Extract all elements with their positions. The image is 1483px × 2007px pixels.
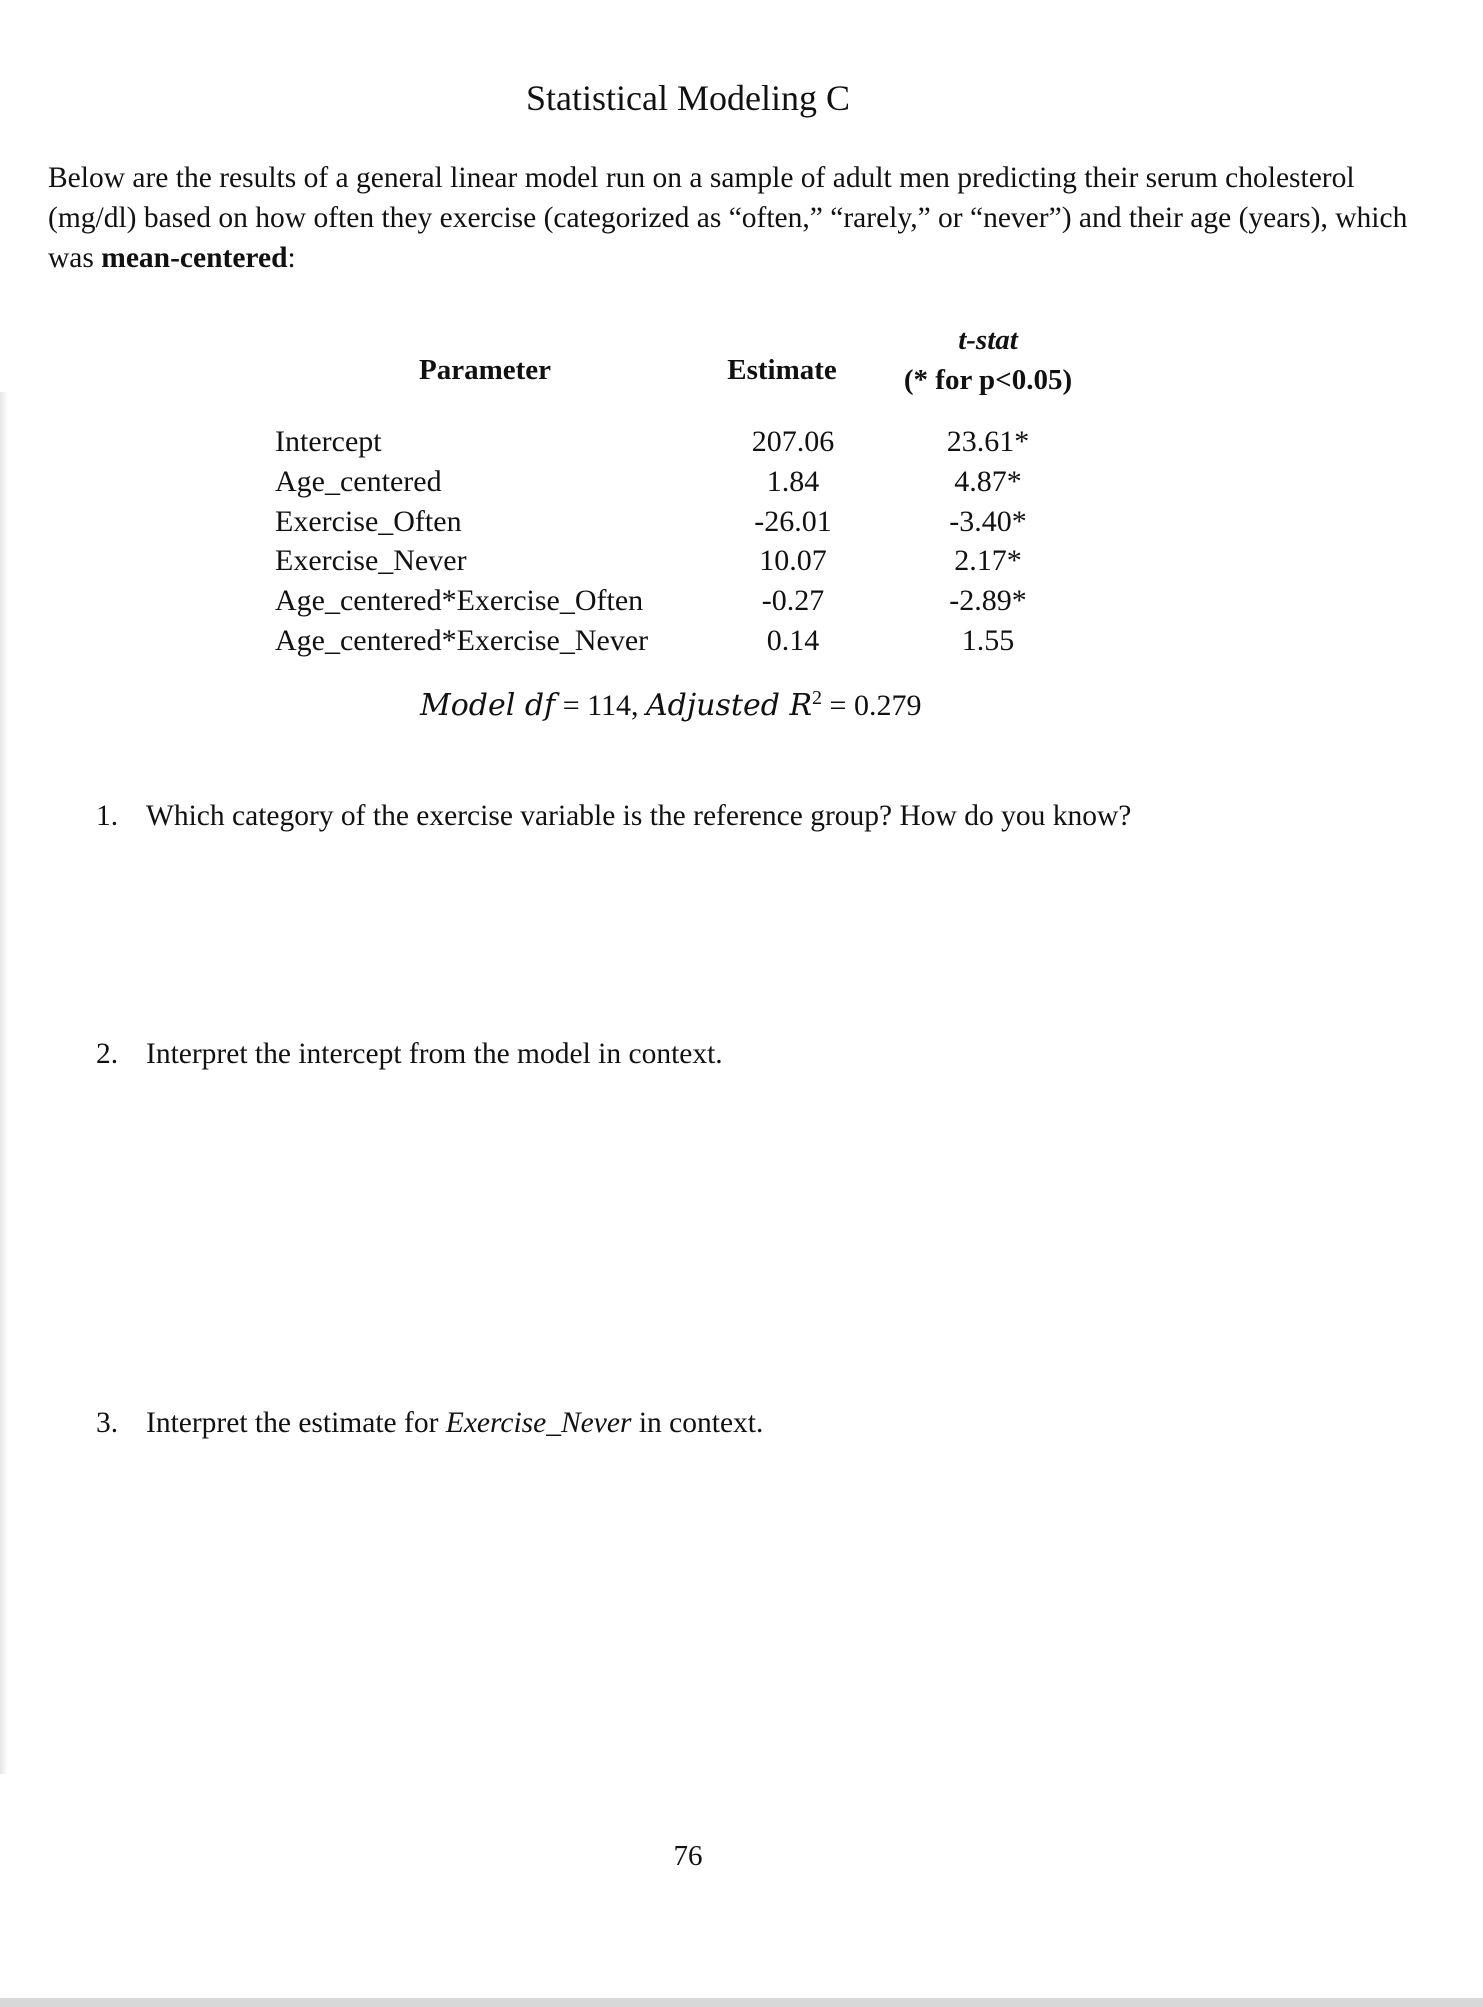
intro-paragraph xyxy=(48,158,1408,278)
model-summary: Model df = 114, Adjusted $R^2 = 0.279$ xyxy=(420,687,922,723)
question-2 xyxy=(96,1034,723,1074)
bottom-edge-bar xyxy=(0,1998,1483,2007)
intro-bold-term: mean-centered xyxy=(101,242,288,274)
tstat-cell: 1.55 xyxy=(961,624,1015,657)
header-estimate: Estimate xyxy=(727,354,837,386)
tstat-cell: -2.89* xyxy=(949,584,1027,617)
parameter-cell: Age_centered*Exercise_Often xyxy=(275,584,644,617)
estimate-cell: 10.07 xyxy=(759,544,827,577)
question-text-end: in context. xyxy=(631,1407,764,1439)
table-row xyxy=(0,621,1483,661)
question-1 xyxy=(96,796,1131,836)
estimate-cell: 207.06 xyxy=(751,425,835,458)
tstat-cell: 23.61* xyxy=(946,425,1030,458)
parameter-cell: Exercise_Never xyxy=(275,544,467,577)
header-parameter: Parameter xyxy=(418,354,551,386)
page-title: Statistical Modeling C xyxy=(526,78,850,118)
estimate-cell: 1.84 xyxy=(766,465,820,498)
header-tstat-line2: (* for p<0.05) xyxy=(903,364,1073,396)
table-row xyxy=(0,541,1483,581)
estimate-cell: -0.27 xyxy=(761,584,825,617)
parameter-cell: Age_centered*Exercise_Never xyxy=(275,624,649,657)
intro-colon: : xyxy=(287,242,296,274)
tstat-cell: -3.40* xyxy=(949,505,1027,538)
header-tstat-line1: t-stat xyxy=(958,324,1018,356)
adjusted-r2-label: Adjusted R xyxy=(646,688,813,723)
table-row xyxy=(0,502,1483,542)
intro-text: Below are the results of a general linear model run on a sample of adult men predicting their serum cholesterol (mg/dl) based on how often they exercise (categorized as “often,” “rarely,” or “never”) and their age (years), which was xyxy=(48,162,1408,274)
model-df-value: 114 xyxy=(587,689,631,722)
adjusted-r2-value: 0.279 xyxy=(853,689,922,722)
table-row xyxy=(0,422,1483,462)
model-df-label: Model df xyxy=(420,688,556,723)
r2-exponent: 2 xyxy=(812,687,823,709)
tstat-cell: 2.17* xyxy=(954,544,1022,577)
question-italic-term: Exercise_Never xyxy=(445,1407,632,1439)
question-text: Interpret the estimate for xyxy=(146,1407,446,1439)
question-text: Interpret the intercept from the model in context. xyxy=(146,1038,723,1070)
header-tstat xyxy=(876,320,1100,400)
question-number: 1. xyxy=(96,800,119,832)
question-number: 2. xyxy=(96,1038,119,1070)
parameter-cell: Intercept xyxy=(275,425,382,458)
parameter-cell: Age_centered xyxy=(275,465,442,498)
question-3 xyxy=(96,1403,763,1443)
table-row xyxy=(0,581,1483,621)
table-row xyxy=(0,462,1483,502)
estimate-cell: 0.14 xyxy=(766,624,820,657)
page-number: 76 xyxy=(673,1840,703,1872)
question-number: 3. xyxy=(96,1407,119,1439)
tstat-cell: 4.87* xyxy=(954,465,1022,498)
parameter-cell: Exercise_Often xyxy=(275,505,462,538)
question-text: Which category of the exercise variable is the reference group? How do you know? xyxy=(146,800,1132,832)
estimate-cell: -26.01 xyxy=(754,505,832,538)
